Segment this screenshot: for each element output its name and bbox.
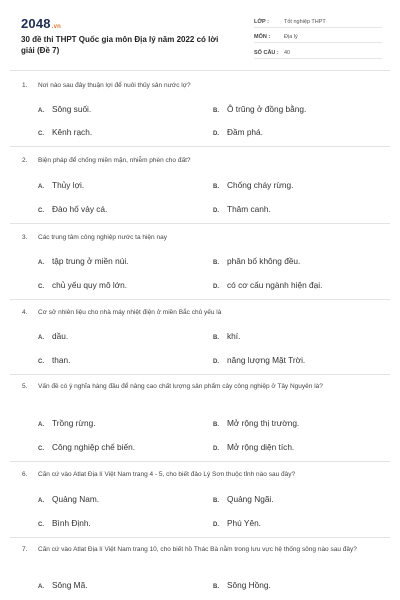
option-letter: D. [213,359,219,365]
question-number: 1. [22,82,28,89]
q6-option-a[interactable] [38,494,99,504]
divider [10,537,390,538]
option-text: Kênh rạch. [52,127,93,137]
option-text: Sông Hồng. [227,580,271,590]
question-text: Căn cứ vào Atlat Địa lí Việt Nam trang 4 - 5, cho biết đảo Lý Sơn thuộc tỉnh nào sau đây? [38,471,296,478]
question-number: 3. [22,234,28,241]
option-letter: B. [213,422,219,428]
q7-option-b[interactable] [213,580,271,590]
option-letter: A. [38,108,44,114]
meta-value: Địa lý [284,34,298,40]
meta-row-count [254,44,382,59]
option-text: Thâm canh. [227,204,271,214]
question-7-text [22,545,377,555]
meta-key: LỚP : [254,18,269,25]
divider [10,70,390,71]
option-letter: C. [38,131,44,137]
option-text: chủ yếu quy mô lớn. [52,280,128,290]
document-title: 30 đề thi THPT Quốc gia môn Địa lý năm 2022 có lời giải (Đề 7) [21,35,219,55]
q1-option-c[interactable] [38,127,92,137]
site-logo[interactable] [21,16,61,31]
question-number: 2. [22,157,28,164]
q2-option-a[interactable] [38,180,84,190]
q3-option-b[interactable] [213,256,300,266]
q4-option-b[interactable] [213,331,240,341]
meta-key: SỐ CÂU : [254,49,279,56]
option-letter: B. [213,584,219,590]
q3-option-d[interactable] [213,280,322,290]
q3-option-c[interactable] [38,280,127,290]
option-letter: C. [38,208,44,214]
divider [10,461,390,462]
option-text: tập trung ở miền núi. [52,256,129,266]
question-3-text [22,233,382,243]
option-letter: A. [38,584,44,590]
option-text: phân bố không đều. [227,256,301,266]
option-text: Đầm phá. [227,127,263,137]
option-text: có cơ cấu ngành hiện đại. [227,280,323,290]
option-text: Mở rộng diện tích. [227,442,295,452]
option-text: năng lượng Mặt Trời. [227,355,306,365]
option-letter: D. [213,131,219,137]
divider [10,374,390,375]
option-text: Đào hố vảy cá. [52,204,108,214]
option-letter: D. [213,284,219,290]
option-text: Bình Định. [52,518,91,528]
question-1-text [22,81,382,91]
divider [10,299,390,300]
option-letter: D. [213,522,219,528]
q2-option-d[interactable] [213,204,271,214]
option-letter: A. [38,184,44,190]
meta-value: 40 [284,49,291,56]
logo-text: 2048 [21,16,51,31]
q5-option-c[interactable] [38,442,135,452]
q4-option-c[interactable] [38,355,70,365]
question-text: Cơ sở nhiên liệu cho nhà máy nhiệt điện ở miền Bắc chủ yếu là [38,309,222,316]
q4-option-d[interactable] [213,355,305,365]
q6-option-c[interactable] [38,518,91,528]
q3-option-a[interactable] [38,256,128,266]
question-text: Nơi nào sau đây thuận lợi để nuôi thủy sản nước lợ? [38,82,191,89]
question-number: 4. [22,309,28,316]
q1-option-a[interactable] [38,104,91,114]
q5-option-a[interactable] [38,418,96,428]
option-text: Công nghiệp chế biến. [52,442,136,452]
divider [10,146,390,147]
option-text: Mở rộng thị trường. [227,418,300,428]
logo-suffix: .vn [51,24,62,30]
option-letter: B. [213,184,219,190]
option-text: Ô trũng ở đồng bằng. [227,104,307,114]
option-text: Sông suối. [52,104,92,114]
question-6-text [22,470,382,480]
option-text: Quảng Ngãi. [227,494,274,504]
question-number: 7. [22,546,28,553]
page-header [0,0,400,70]
question-number: 5. [22,383,28,390]
meta-row-class [254,13,382,28]
option-letter: C. [38,446,44,452]
q4-option-a[interactable] [38,331,68,341]
option-letter: C. [38,284,44,290]
question-text: Biện pháp để chống miền mặn, nhiễm phèn cho đất? [38,157,191,164]
option-text: Quảng Nam. [52,494,100,504]
option-letter: B. [213,260,219,266]
q1-option-d[interactable] [213,127,263,137]
q6-option-b[interactable] [213,494,274,504]
option-letter: C. [38,359,44,365]
option-text: Trồng rừng. [52,418,96,428]
q5-option-b[interactable] [213,418,299,428]
document-meta [254,13,382,60]
q2-option-b[interactable] [213,180,293,190]
option-letter: A. [38,422,44,428]
q5-option-d[interactable] [213,442,294,452]
question-2-text [22,156,382,166]
option-letter: B. [213,335,219,341]
option-letter: B. [213,498,219,504]
option-text: Phú Yên. [227,518,261,528]
meta-key: MÔN : [254,34,271,40]
question-number: 6. [22,471,28,478]
divider [10,223,390,224]
meta-row-subject [254,29,382,44]
option-text: than. [52,355,71,365]
meta-value: Tốt nghiệp THPT [284,18,326,25]
q2-option-c[interactable] [38,204,107,214]
option-letter: D. [213,446,219,452]
option-letter: A. [38,498,44,504]
question-4-text [22,308,382,318]
question-text: Căn cứ vào Atlat Địa lí Việt Nam trang 10, cho biết hồ Thác Bà nằm trong lưu vực hệ thống sông nào sau đây? [38,546,357,553]
q6-option-d[interactable] [213,518,261,528]
option-letter: A. [38,260,44,266]
option-letter: C. [38,522,44,528]
option-text: Thủy lợi. [52,180,85,190]
question-text: Các trung tâm công nghiệp nước ta hiện nay [38,234,167,241]
option-letter: B. [213,108,219,114]
option-text: khí. [227,331,241,341]
q7-option-a[interactable] [38,580,88,590]
option-letter: A. [38,335,44,341]
option-text: Sông Mã. [52,580,88,590]
option-text: Chống cháy rừng. [227,180,294,190]
question-text: Vấn đề có ý nghĩa hàng đầu để nâng cao chất lượng sản phẩm cây công nghiệp ở Tây Nguyên là? [38,383,323,390]
option-text: dầu. [52,331,69,341]
question-5-text [22,382,377,392]
q1-option-b[interactable] [213,104,306,114]
option-letter: D. [213,208,219,214]
